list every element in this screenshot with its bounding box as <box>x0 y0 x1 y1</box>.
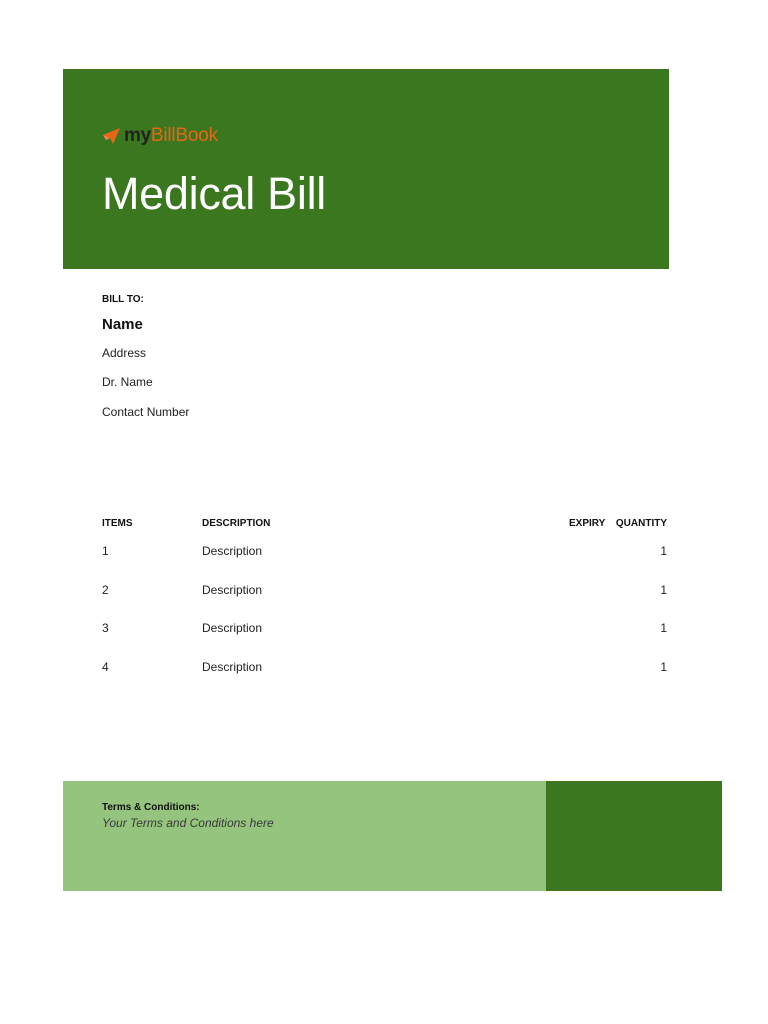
row-description: Description <box>202 660 263 674</box>
bill-to-address: Address <box>102 346 147 360</box>
column-header-description: DESCRIPTION <box>202 518 271 529</box>
row-item-number: 4 <box>102 660 109 674</box>
row-item-number: 2 <box>102 583 109 597</box>
column-header-quantity: QUANTITY <box>615 518 667 529</box>
footer-accent-block <box>546 781 722 891</box>
brand-logo <box>103 125 218 147</box>
logo-text-billbook: BillBook <box>150 125 218 146</box>
row-item-number: 3 <box>102 621 109 635</box>
row-quantity: 1 <box>660 544 667 558</box>
terms-text: Your Terms and Conditions here <box>102 816 274 830</box>
bill-to-contact: Contact Number <box>102 405 190 419</box>
row-description: Description <box>202 583 263 597</box>
bill-to-name: Name <box>102 316 143 333</box>
header-banner <box>63 69 669 269</box>
bill-to-doctor: Dr. Name <box>102 375 153 389</box>
bill-to-label: BILL TO: <box>102 294 144 305</box>
row-quantity: 1 <box>660 621 667 635</box>
row-description: Description <box>202 544 263 558</box>
terms-label: Terms & Conditions: <box>102 802 200 813</box>
logo-text-my: my <box>124 125 151 146</box>
row-item-number: 1 <box>102 544 109 558</box>
column-header-expiry: EXPIRY <box>569 518 606 529</box>
paper-plane-icon <box>103 128 121 144</box>
column-header-items: ITEMS <box>102 518 133 529</box>
row-quantity: 1 <box>660 660 667 674</box>
row-quantity: 1 <box>660 583 667 597</box>
page-title: Medical Bill <box>102 168 326 219</box>
row-description: Description <box>202 621 263 635</box>
terms-panel <box>63 781 546 891</box>
